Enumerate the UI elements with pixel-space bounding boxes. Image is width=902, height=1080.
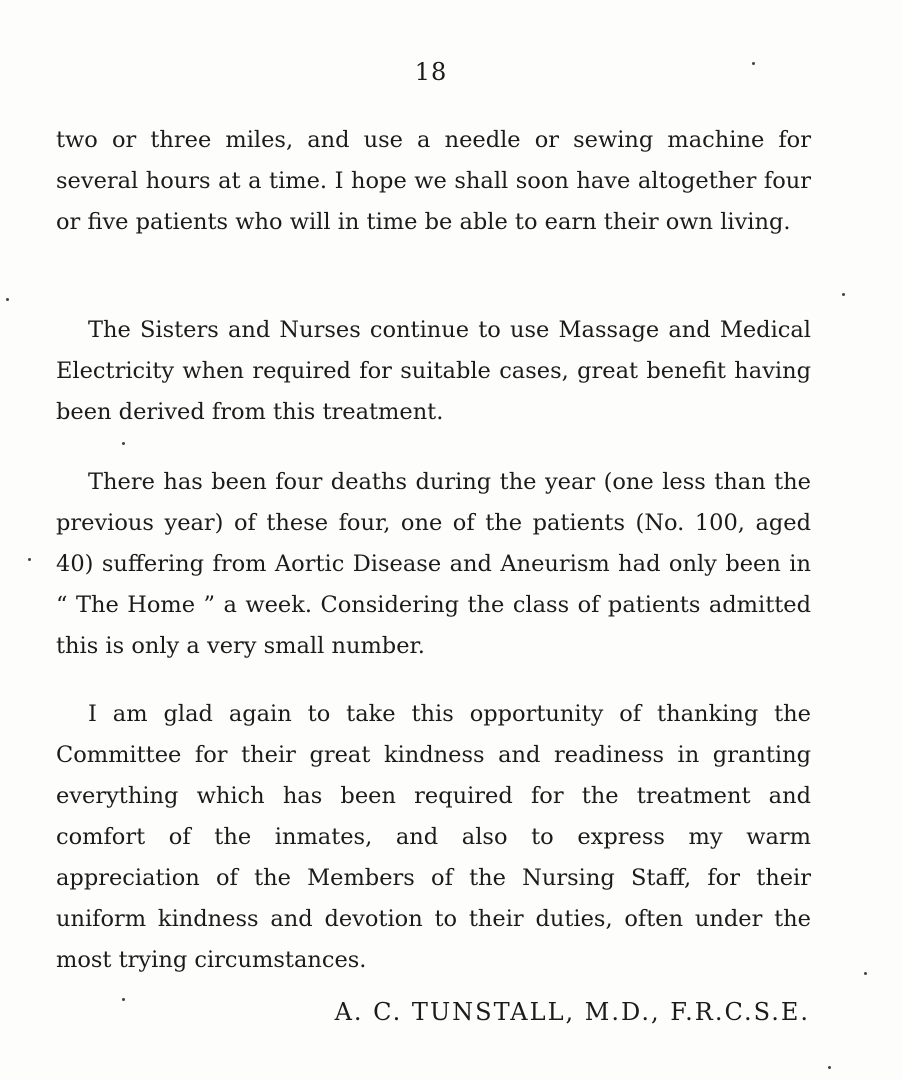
scan-speck (122, 998, 125, 1001)
scan-speck (6, 298, 9, 301)
page-number: 18 (414, 58, 448, 86)
scan-speck (122, 442, 125, 445)
scan-speck (842, 293, 845, 296)
paragraph-deaths: There has been four deaths during the year (one less than the previous year) of these four, one of the patients (No. 100, aged 40) suffering from Aortic Disease and Aneurism had only been in “ The Home ” a week. Considering the class of patients admitted this is only a very small number. (56, 469, 811, 659)
paragraph-massage-electricity: The Sisters and Nurses continue to use Massage and Medical Electricity when required for suitable cases, great benefit having been derived from this treatment. (56, 317, 811, 425)
scan-speck (864, 972, 867, 975)
scan-speck (752, 62, 755, 65)
scan-speck (28, 558, 31, 561)
scan-speck (828, 1066, 831, 1069)
paragraph-continuation: two or three miles, and use a needle or sewing machine for several hours at a time. I hope we shall soon have altogether four or five patients who will in time be able to earn their own living. (56, 127, 811, 235)
paragraph-thanks: I am glad again to take this opportunity of thanking the Committee for their great kindness and readiness in granting everything which has been required for the treatment and comfort of the inmates, and also to express my warm appreciation of the Members of the Nursing Staff, for their uniform kindness and devotion to their duties, often under the most trying circumstances. (56, 701, 811, 973)
signature: A. C. TUNSTALL, M.D., F.R.C.S.E. (334, 998, 810, 1026)
